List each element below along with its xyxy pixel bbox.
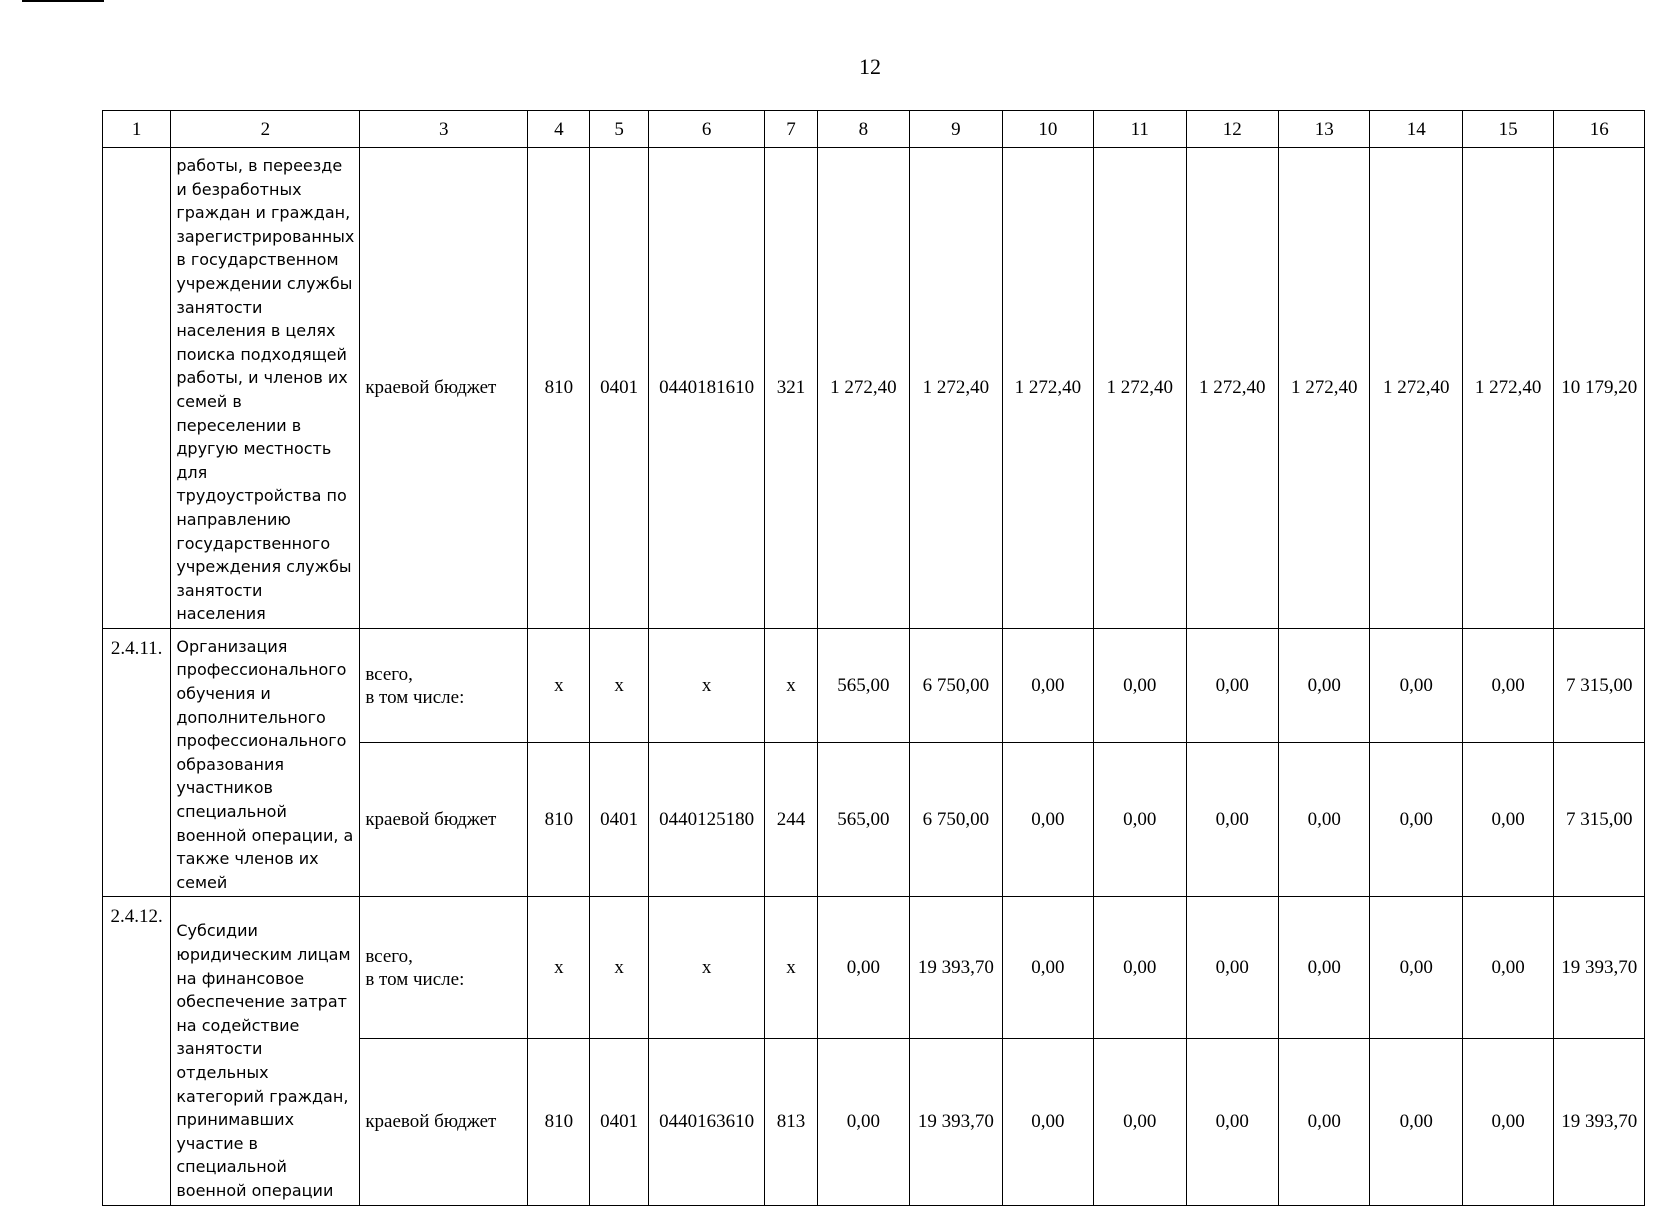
cell-value: 0,00 — [1370, 743, 1462, 897]
cell-value: 6 750,00 — [910, 743, 1002, 897]
item-code: 2.4.11. — [103, 628, 171, 897]
cell-value: 0,00 — [1002, 897, 1093, 1039]
funding-source: краевой бюджет — [360, 148, 528, 629]
column-number: 16 — [1554, 111, 1645, 148]
column-number: 12 — [1186, 111, 1278, 148]
cell-value: 0,00 — [1370, 1038, 1462, 1205]
column-number: 11 — [1094, 111, 1186, 148]
column-number: 9 — [910, 111, 1002, 148]
cell-value: 0,00 — [1278, 1038, 1369, 1205]
cell-value: 0,00 — [1278, 897, 1369, 1039]
cell-value: 1 272,40 — [910, 148, 1002, 629]
cell-value: х — [590, 628, 648, 742]
corner-rule — [22, 0, 104, 2]
column-number: 13 — [1278, 111, 1369, 148]
funding-source-line: в том числе: — [365, 686, 465, 708]
cell-value: 0,00 — [1002, 1038, 1093, 1205]
cell-value: 810 — [528, 148, 590, 629]
funding-source-line: всего, — [365, 663, 413, 685]
cell-value: 0,00 — [1370, 628, 1462, 742]
cell-value: 0,00 — [1186, 897, 1278, 1039]
cell-value: 321 — [765, 148, 817, 629]
item-name: работы, в переезде и безработных граждан и граждан, зарегистрированных в государственном учреждении службы занятости населения в целях поиска подходящей работы, и членов их семей в переселении в другую местность для трудоустройства по направлению государственного учреждения службы занятости населения — [171, 148, 360, 629]
cell-value: х — [528, 897, 590, 1039]
cell-value: х — [528, 628, 590, 742]
column-number: 10 — [1002, 111, 1093, 148]
table-row — [103, 628, 1645, 742]
cell-value: 0,00 — [1278, 743, 1369, 897]
funding-source-line: в том числе: — [365, 968, 465, 990]
column-number: 8 — [817, 111, 909, 148]
cell-value: х — [765, 897, 817, 1039]
funding-source: краевой бюджет — [360, 743, 528, 897]
cell-value: х — [765, 628, 817, 742]
page-number: 12 — [859, 54, 881, 79]
cell-value: 1 272,40 — [1186, 148, 1278, 629]
cell-value: 810 — [528, 743, 590, 897]
cell-value: 0440181610 — [648, 148, 765, 629]
cell-value: 10 179,20 — [1554, 148, 1645, 629]
cell-value: х — [590, 897, 648, 1039]
column-number: 6 — [648, 111, 765, 148]
cell-value: 1 272,40 — [1094, 148, 1186, 629]
cell-value: 0,00 — [1278, 628, 1369, 742]
column-number-row — [103, 111, 1645, 148]
table-row — [103, 897, 1645, 1039]
cell-value: 1 272,40 — [1278, 148, 1369, 629]
cell-value: 0,00 — [1462, 743, 1553, 897]
cell-value: 0,00 — [1094, 628, 1186, 742]
cell-value: 0,00 — [817, 1038, 909, 1205]
cell-value: 19 393,70 — [1554, 1038, 1645, 1205]
cell-value: 813 — [765, 1038, 817, 1205]
cell-value: 7 315,00 — [1554, 743, 1645, 897]
cell-value: 0,00 — [1186, 1038, 1278, 1205]
cell-value: 0,00 — [817, 897, 909, 1039]
cell-value: х — [648, 897, 765, 1039]
cell-value: 0,00 — [1002, 743, 1093, 897]
cell-value: 19 393,70 — [910, 897, 1002, 1039]
cell-value: 0,00 — [1462, 897, 1553, 1039]
item-name: Организация профессионального обучения и дополнительного профессионального образования участников специальной военной операции, а также членов их семей — [171, 628, 360, 897]
column-number: 3 — [360, 111, 528, 148]
cell-value: 1 272,40 — [1462, 148, 1553, 629]
funding-source: краевой бюджет — [360, 1038, 528, 1205]
cell-value: 19 393,70 — [1554, 897, 1645, 1039]
cell-value: 0,00 — [1186, 743, 1278, 897]
funding-source — [360, 897, 528, 1039]
cell-value: 1 272,40 — [1002, 148, 1093, 629]
cell-value: 0440125180 — [648, 743, 765, 897]
cell-value: 0401 — [590, 148, 648, 629]
column-number: 4 — [528, 111, 590, 148]
cell-value: 810 — [528, 1038, 590, 1205]
cell-value: 244 — [765, 743, 817, 897]
column-number: 7 — [765, 111, 817, 148]
cell-value: х — [648, 628, 765, 742]
cell-value: 0,00 — [1462, 1038, 1553, 1205]
cell-value: 565,00 — [817, 628, 909, 742]
budget-table — [102, 110, 1645, 1206]
cell-value: 0401 — [590, 1038, 648, 1205]
column-number: 2 — [171, 111, 360, 148]
cell-value: 19 393,70 — [910, 1038, 1002, 1205]
column-number: 14 — [1370, 111, 1462, 148]
cell-value: 7 315,00 — [1554, 628, 1645, 742]
funding-source — [360, 628, 528, 742]
cell-value: 0,00 — [1186, 628, 1278, 742]
item-name: Субсидии юридическим лицам на финансовое обеспечение затрат на содействие занятости отдельных категорий граждан, принимавших участие в специальной военной операции — [171, 897, 360, 1205]
cell-value: 0401 — [590, 743, 648, 897]
cell-value: 0,00 — [1002, 628, 1093, 742]
cell-value: 1 272,40 — [1370, 148, 1462, 629]
cell-value: 0,00 — [1462, 628, 1553, 742]
cell-value: 1 272,40 — [817, 148, 909, 629]
cell-value: 0,00 — [1094, 743, 1186, 897]
cell-value: 6 750,00 — [910, 628, 1002, 742]
item-code-cell — [103, 148, 171, 629]
cell-value: 0440163610 — [648, 1038, 765, 1205]
column-number: 15 — [1462, 111, 1553, 148]
item-code: 2.4.12. — [103, 897, 171, 1205]
table-row — [103, 148, 1645, 629]
cell-value: 0,00 — [1370, 897, 1462, 1039]
cell-value: 565,00 — [817, 743, 909, 897]
column-number: 5 — [590, 111, 648, 148]
cell-value: 0,00 — [1094, 897, 1186, 1039]
funding-source-line: всего, — [365, 945, 413, 967]
column-number: 1 — [103, 111, 171, 148]
cell-value: 0,00 — [1094, 1038, 1186, 1205]
